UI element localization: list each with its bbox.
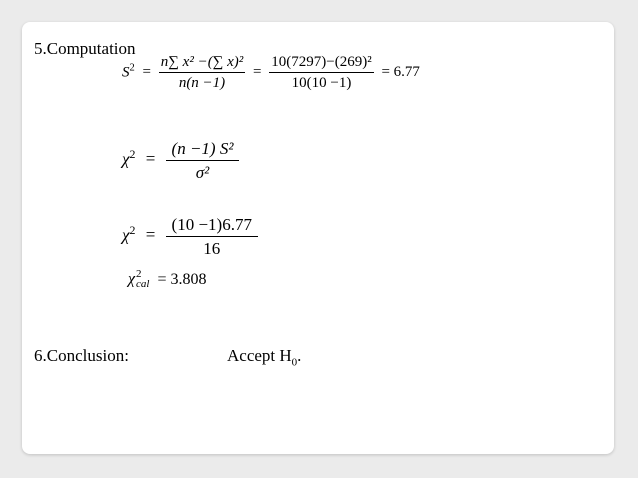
eq2-fraction [166, 140, 240, 181]
equation-chi-square-formula [122, 140, 239, 181]
conclusion-result-suffix: . [297, 346, 302, 365]
equation-chi-square-values [122, 216, 258, 257]
eq3-numerator: (10 −1)6.77 [166, 216, 258, 237]
eq1-equals: = [142, 64, 151, 81]
eq4-lhs: χ [128, 270, 136, 288]
conclusion-result-sub: 0 [291, 356, 298, 369]
eq3-lhs: χ [122, 225, 130, 245]
equation-chi-square-result [128, 270, 207, 290]
eq4-result: = 3.808 [157, 270, 207, 288]
section-heading-computation: 5.Computation [34, 39, 136, 58]
eq4-lhs-sub: cal [136, 277, 150, 290]
eq1-denominator: n(n −1) [178, 75, 226, 91]
eq3-denominator: 16 [203, 239, 221, 258]
eq1-fraction-values [269, 55, 373, 91]
eq2-lhs: χ [122, 149, 130, 169]
eq1-denominator-values: 10(10 −1) [291, 75, 352, 91]
equation-sample-variance [122, 55, 420, 91]
eq1-lhs-exp: 2 [129, 62, 135, 74]
section-heading-conclusion: 6.Conclusion: [34, 346, 129, 365]
eq1-equals-2: = [253, 64, 262, 81]
eq3-equals: = [145, 225, 156, 245]
eq1-fraction-formula [159, 55, 246, 91]
eq1-lhs: S [122, 64, 130, 81]
eq1-numerator-values: 10(7297)−(269)² [269, 55, 373, 73]
conclusion-result [227, 347, 301, 368]
eq2-numerator: (n −1) S² [166, 140, 240, 161]
conclusion-result-prefix: Accept H [227, 346, 292, 365]
eq1-result: = 6.77 [381, 64, 420, 81]
eq2-denominator: σ² [195, 163, 210, 182]
eq3-lhs-exp: 2 [129, 222, 136, 237]
eq4-lhs-sup: 2 [136, 268, 142, 280]
eq2-equals: = [145, 149, 156, 169]
eq3-fraction [166, 216, 258, 257]
eq1-numerator: n∑ x² −(∑ x)² [159, 55, 246, 73]
eq2-lhs-exp: 2 [129, 146, 136, 161]
